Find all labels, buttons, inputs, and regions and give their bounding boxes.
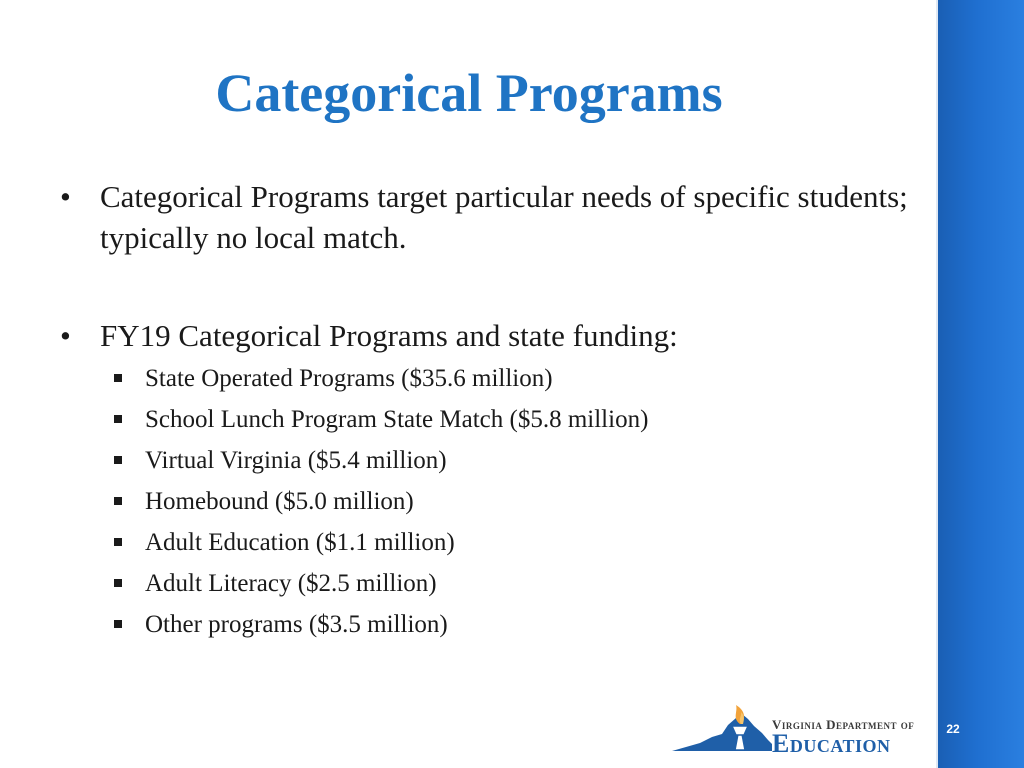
square-bullet-icon (114, 456, 122, 464)
sub-bullet-text: Homebound ($5.0 million) (145, 488, 414, 515)
sub-bullet-item (58, 522, 918, 563)
sub-bullet-item (58, 481, 918, 522)
bullet-dot-icon: • (60, 318, 71, 353)
square-bullet-icon (114, 497, 122, 505)
square-bullet-icon (114, 538, 122, 546)
sub-bullet-item (58, 604, 918, 645)
sub-bullet-item (58, 440, 918, 481)
virginia-torch-logo-icon (672, 704, 772, 756)
sub-bullet-item (58, 358, 918, 399)
sub-bullet-text: Adult Education ($1.1 million) (145, 529, 455, 556)
bullet-item (58, 176, 918, 258)
square-bullet-icon (114, 579, 122, 587)
square-bullet-icon (114, 415, 122, 423)
side-bar (938, 0, 1024, 768)
sub-bullet-text: Adult Literacy ($2.5 million) (145, 570, 437, 597)
slide-title: Categorical Programs (215, 63, 723, 123)
bullet-text: Categorical Programs target particular needs of specific students; typically no local match. (100, 179, 908, 255)
logo-text-department: Virginia Department of (772, 717, 915, 732)
square-bullet-icon (114, 620, 122, 628)
bullet-item (58, 315, 918, 356)
sub-bullet-list (58, 358, 918, 645)
bullet-list (58, 176, 918, 645)
sub-bullet-text: Virtual Virginia ($5.4 million) (145, 447, 447, 474)
vdoe-logo (672, 704, 932, 756)
sub-bullet-text: School Lunch Program State Match ($5.8 million) (145, 406, 649, 433)
bullet-text: FY19 Categorical Programs and state funding: (100, 318, 678, 353)
square-bullet-icon (114, 374, 122, 382)
page-number: 22 (946, 722, 960, 736)
sub-bullet-text: State Operated Programs ($35.6 million) (145, 365, 553, 392)
sub-bullet-text: Other programs ($3.5 million) (145, 611, 448, 638)
sub-bullet-item (58, 399, 918, 440)
logo-text-education: Education (772, 729, 891, 758)
bullet-dot-icon: • (60, 179, 71, 214)
sub-bullet-item (58, 563, 918, 604)
